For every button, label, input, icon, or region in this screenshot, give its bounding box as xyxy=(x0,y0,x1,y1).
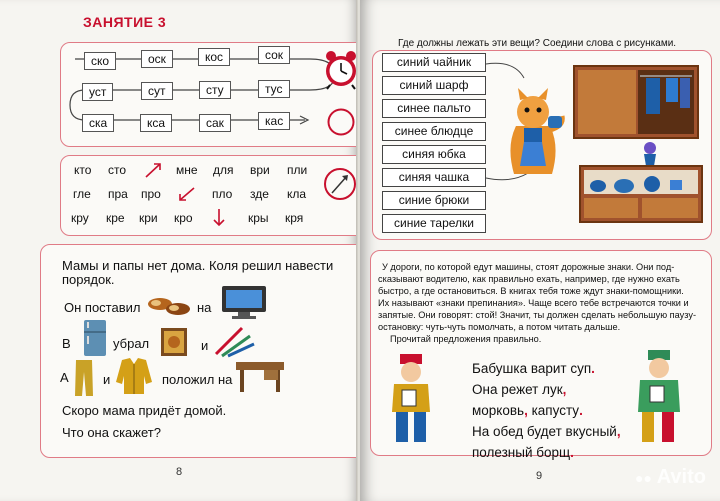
slippers-icon xyxy=(146,292,192,318)
trousers-icon xyxy=(72,358,96,398)
sentence-3-and-2: и xyxy=(103,372,111,387)
syllable-card: уст xyxy=(82,83,113,101)
page-number-right: 9 xyxy=(536,470,543,482)
syllable: кри xyxy=(139,211,158,225)
poem-line: полезный борщ. xyxy=(472,445,574,460)
syllable: кро xyxy=(174,211,193,225)
boy-right-icon xyxy=(630,348,688,448)
item-label: синий чайник xyxy=(382,53,486,72)
arrow-down-icon xyxy=(208,206,230,228)
wardrobe-icon xyxy=(572,64,700,140)
monitor-icon xyxy=(220,284,268,320)
paragraph-line: запятые. Они говорят: стой! Значит, ты должен сделать небольшую паузу- xyxy=(378,310,697,320)
sentence-1-start: Он поставил xyxy=(64,300,141,315)
syllable: кря xyxy=(285,211,304,225)
syllable: сто xyxy=(108,163,127,177)
sentence-2-put: убрал xyxy=(113,336,150,351)
syllable-card: кса xyxy=(140,114,172,132)
poem-line: морковь, капусту. xyxy=(472,403,583,418)
alarm-clock-icon xyxy=(324,48,358,90)
syllable-card: сут xyxy=(141,82,173,100)
pencils-icon xyxy=(212,322,256,358)
sentence-2-and: и xyxy=(201,338,209,353)
story-line-1: Мамы и папы нет дома. Коля решил навести xyxy=(62,258,334,273)
fridge-icon xyxy=(82,318,108,358)
syllable: пло xyxy=(212,187,233,201)
poem-line: На обед будет вкусный, xyxy=(472,424,621,439)
syllable: кто xyxy=(74,163,92,177)
syllable: гле xyxy=(73,187,91,201)
story-end-1: Скоро мама придёт домой. xyxy=(62,403,227,418)
arrow-down-left-icon xyxy=(176,184,198,204)
syllable: кры xyxy=(248,211,269,225)
item-label: синяя чашка xyxy=(382,168,486,187)
item-label: синяя юбка xyxy=(382,145,486,164)
page-number-left: 8 xyxy=(176,466,183,478)
item-label: синие тарелки xyxy=(382,214,486,233)
syllable: кру xyxy=(71,211,89,225)
syllable-card: тус xyxy=(258,80,290,98)
avito-logo-icon: ●● xyxy=(634,470,652,486)
poem-line: Бабушка варит суп. xyxy=(472,361,595,376)
paragraph-line: сказывают водителю, как правильно ехать, например, где нужно ехать xyxy=(378,274,680,284)
story-end-2: Что она скажет? xyxy=(62,425,161,440)
empty-circle-icon xyxy=(326,107,356,137)
lesson-title: ЗАНЯТИЕ 3 xyxy=(83,14,167,30)
syllable-card: ска xyxy=(82,114,114,132)
task-title: Где должны лежать эти вещи? Соедини слова с рисунками. xyxy=(398,38,677,49)
paragraph-line: У дороги, по которой едут машины, стоят дорожные знаки. Они под- xyxy=(382,262,675,272)
syllable-card: сак xyxy=(199,114,231,132)
cat-character-icon xyxy=(500,86,566,182)
syllable-card: оск xyxy=(141,50,173,68)
boy-left-icon xyxy=(384,352,438,448)
item-label: синие брюки xyxy=(382,191,486,210)
paragraph-line: Их называют «знаки препинания». Чаще всего тебе встречаются точки и xyxy=(378,298,689,308)
sentence-2-in: В xyxy=(62,336,71,351)
jacket-icon xyxy=(114,356,154,396)
syllable: кла xyxy=(287,187,307,201)
left-page xyxy=(0,0,358,501)
paragraph-line: остановку: чуть-чуть помолчать, а потом читать дальше. xyxy=(378,322,621,332)
book-icon xyxy=(158,324,192,358)
paragraph-line: Прочитай предложения правильно. xyxy=(390,334,542,344)
item-label: синий шарф xyxy=(382,76,486,95)
item-label: синее блюдце xyxy=(382,122,486,141)
item-label: синее пальто xyxy=(382,99,486,118)
table-icon xyxy=(234,358,286,394)
paragraph-line: быстро, а где остановиться. В книгах тебя тоже ждут знаки-помощники. xyxy=(378,286,684,296)
syllable-card: сту xyxy=(199,81,231,99)
arrow-up-right-icon xyxy=(142,160,164,180)
syllable: пра xyxy=(108,187,128,201)
syllable: ври xyxy=(250,163,270,177)
syllable-card: сок xyxy=(258,46,290,64)
syllable: кре xyxy=(106,211,125,225)
dish-cabinet-icon xyxy=(578,164,704,224)
sentence-1-on: на xyxy=(197,300,212,315)
syllable-card: ско xyxy=(84,52,116,70)
syllable: мне xyxy=(176,163,198,177)
syllable-card: кас xyxy=(258,112,290,130)
sentence-3-and: А xyxy=(60,370,69,385)
syllable: для xyxy=(213,163,234,177)
syllable-card: кос xyxy=(198,48,230,66)
syllable: пли xyxy=(287,163,308,177)
poem-line: Она режет лук, xyxy=(472,382,567,397)
avito-watermark xyxy=(635,466,706,489)
right-page xyxy=(360,0,720,501)
syllable: про xyxy=(141,187,161,201)
watermark-text: Avito xyxy=(656,466,706,488)
story-line-2: порядок. xyxy=(62,272,115,287)
sentence-3-put-on: положил на xyxy=(162,372,233,387)
compass-arrow-icon xyxy=(322,166,358,202)
syllable: зде xyxy=(250,187,269,201)
